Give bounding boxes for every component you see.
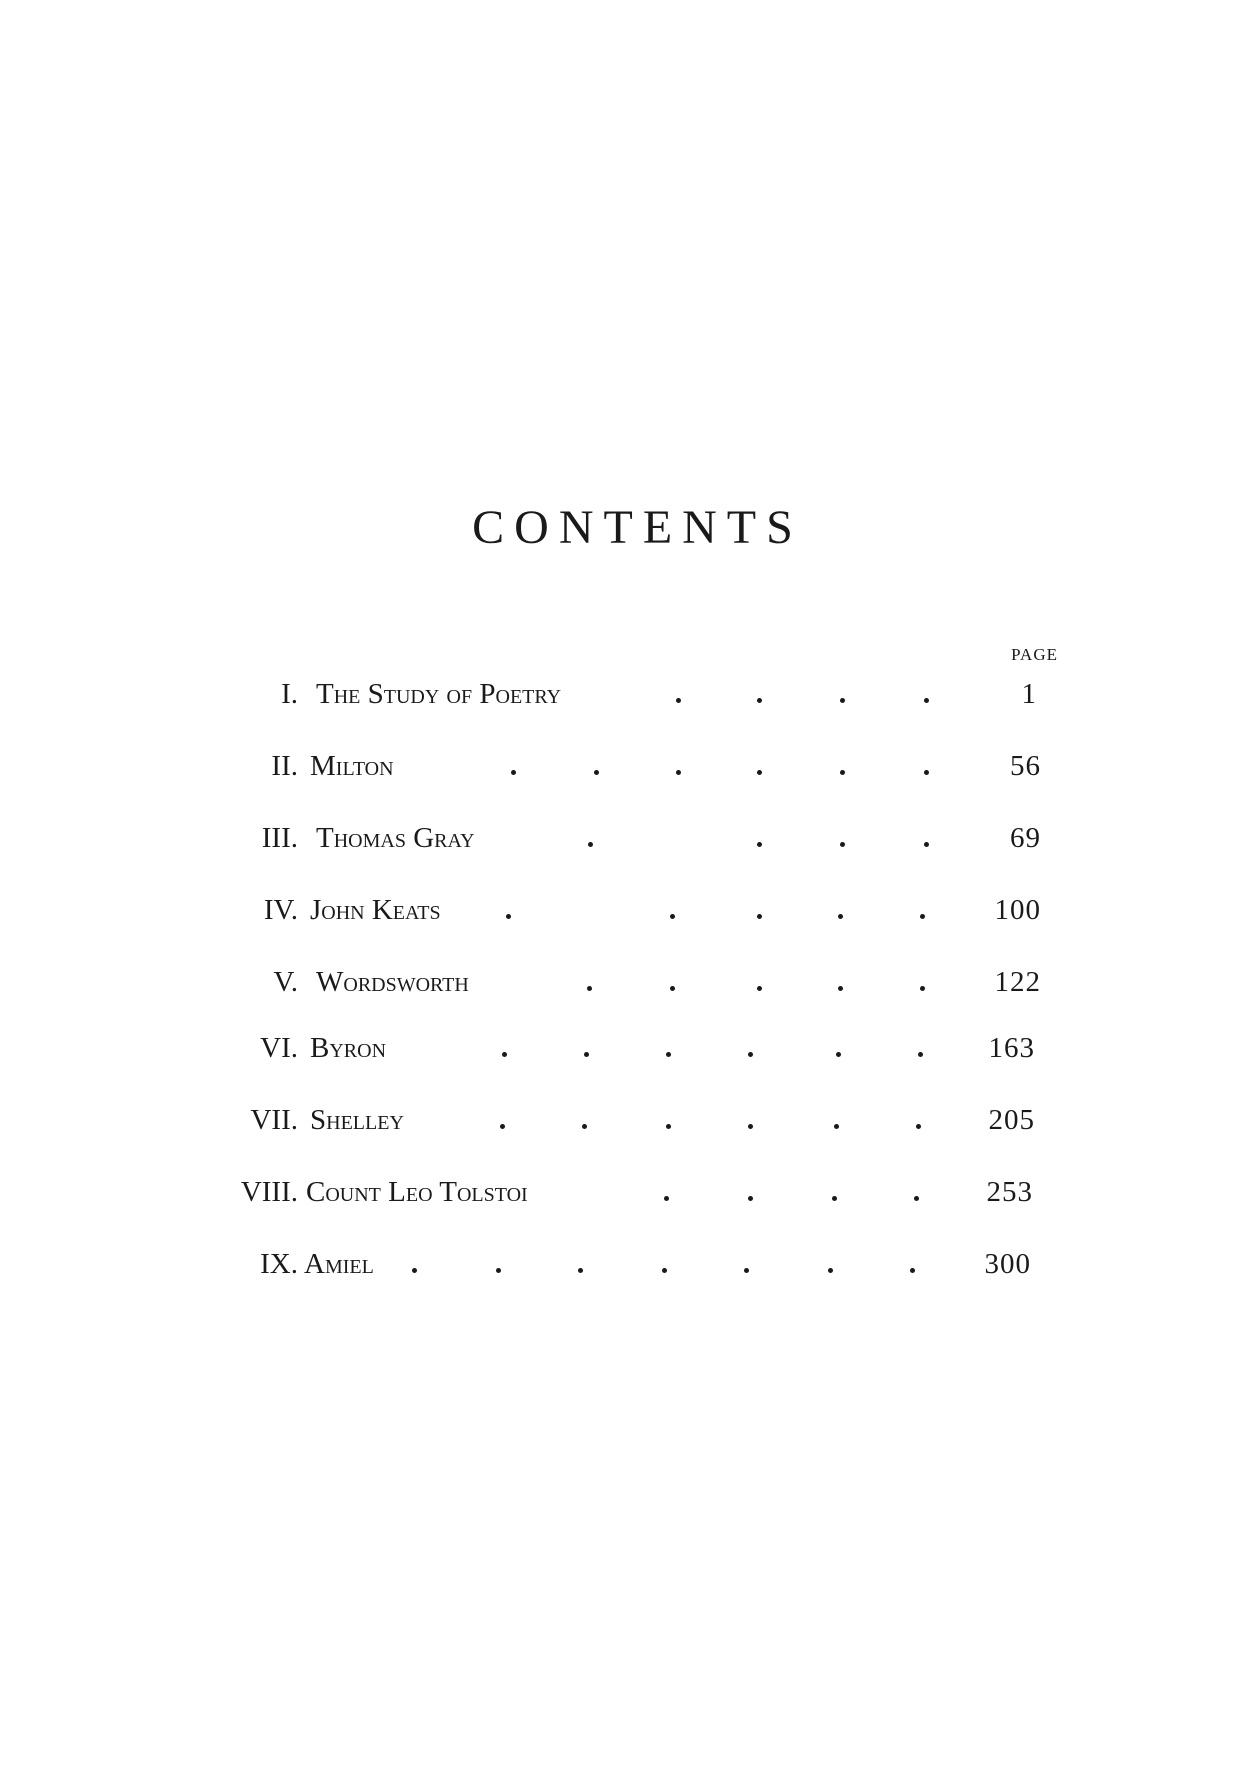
leader-dot xyxy=(511,770,516,775)
leader-dot xyxy=(664,1196,669,1201)
leader-dot xyxy=(757,986,762,991)
dot-leaders xyxy=(0,962,1259,1002)
leader-dot xyxy=(744,1268,749,1273)
entry-number: V. xyxy=(273,966,298,998)
leader-dot xyxy=(748,1052,753,1057)
dot-leaders xyxy=(0,1172,1259,1212)
dot-leaders xyxy=(0,746,1259,786)
dot-leaders xyxy=(0,818,1259,858)
leader-dot xyxy=(666,1124,671,1129)
leader-dot xyxy=(838,986,843,991)
entry-title: Wordsworth xyxy=(316,966,469,998)
leader-dot xyxy=(670,914,675,919)
leader-dot xyxy=(578,1268,583,1273)
entry-number: I. xyxy=(281,678,298,710)
entry-number: IV. xyxy=(263,894,298,926)
leader-dot xyxy=(924,842,929,847)
leader-dot xyxy=(836,1052,841,1057)
leader-dot xyxy=(412,1268,417,1273)
entry-number: II. xyxy=(271,750,298,782)
entry-number: VII. xyxy=(250,1104,298,1136)
toc-entry xyxy=(0,674,1259,714)
leader-dot xyxy=(840,842,845,847)
entry-title: Shelley xyxy=(310,1104,404,1136)
leader-dot xyxy=(496,1268,501,1273)
leader-dot xyxy=(828,1268,833,1273)
leader-dot xyxy=(588,842,593,847)
leader-dot xyxy=(748,1196,753,1201)
entry-title: Milton xyxy=(310,750,394,782)
leader-dot xyxy=(834,1124,839,1129)
entry-number: VI. xyxy=(260,1032,298,1064)
dot-leaders xyxy=(0,1244,1259,1284)
toc-entry xyxy=(0,1244,1259,1284)
entry-title: Count Leo Tolstoi xyxy=(306,1176,528,1208)
toc-entry xyxy=(0,1028,1259,1068)
toc-entry xyxy=(0,1172,1259,1212)
entry-number: IX. xyxy=(260,1248,298,1280)
entry-title: Byron xyxy=(310,1032,387,1064)
entry-title: Thomas Gray xyxy=(316,822,475,854)
leader-dot xyxy=(918,1052,923,1057)
entry-page-number: 300 xyxy=(984,1248,1031,1280)
leader-dot xyxy=(916,1124,921,1129)
page-title: CONTENTS xyxy=(472,501,803,554)
leader-dot xyxy=(662,1268,667,1273)
entry-title: The Study of Poetry xyxy=(316,678,562,710)
leader-dot xyxy=(584,1052,589,1057)
entry-title: John Keats xyxy=(310,894,441,926)
entry-page-number: 122 xyxy=(994,966,1041,998)
entry-page-number: 253 xyxy=(986,1176,1033,1208)
leader-dot xyxy=(676,770,681,775)
leader-dot xyxy=(924,770,929,775)
leader-dot xyxy=(506,914,511,919)
leader-dot xyxy=(840,698,845,703)
leader-dot xyxy=(838,914,843,919)
toc-entry xyxy=(0,962,1259,1002)
page-column-label: PAGE xyxy=(1011,645,1058,664)
leader-dot xyxy=(832,1196,837,1201)
entry-page-number: 100 xyxy=(994,894,1041,926)
dot-leaders xyxy=(0,1028,1259,1068)
leader-dot xyxy=(666,1052,671,1057)
leader-dot xyxy=(670,986,675,991)
entry-page-number: 163 xyxy=(988,1032,1035,1064)
leader-dot xyxy=(502,1052,507,1057)
leader-dot xyxy=(920,986,925,991)
dot-leaders xyxy=(0,890,1259,930)
leader-dot xyxy=(757,842,762,847)
toc-entry xyxy=(0,746,1259,786)
leader-dot xyxy=(920,914,925,919)
leader-dot xyxy=(840,770,845,775)
toc-entry xyxy=(0,818,1259,858)
entry-number: III. xyxy=(261,822,298,854)
leader-dot xyxy=(924,698,929,703)
entry-number: VIII. xyxy=(240,1176,298,1208)
leader-dot xyxy=(594,770,599,775)
dot-leaders xyxy=(0,1100,1259,1140)
entry-title: Amiel xyxy=(304,1248,374,1280)
leader-dot xyxy=(757,698,762,703)
leader-dot xyxy=(748,1124,753,1129)
entry-page-number: 69 xyxy=(1010,822,1041,854)
leader-dot xyxy=(914,1196,919,1201)
entry-page-number: 1 xyxy=(1021,678,1037,710)
leader-dot xyxy=(910,1268,915,1273)
leader-dot xyxy=(757,914,762,919)
entry-page-number: 56 xyxy=(1010,750,1041,782)
toc-entry xyxy=(0,890,1259,930)
leader-dot xyxy=(676,698,681,703)
leader-dot xyxy=(587,986,592,991)
toc-entry xyxy=(0,1100,1259,1140)
leader-dot xyxy=(500,1124,505,1129)
leader-dot xyxy=(757,770,762,775)
leader-dot xyxy=(582,1124,587,1129)
entry-page-number: 205 xyxy=(988,1104,1035,1136)
dot-leaders xyxy=(0,674,1259,714)
